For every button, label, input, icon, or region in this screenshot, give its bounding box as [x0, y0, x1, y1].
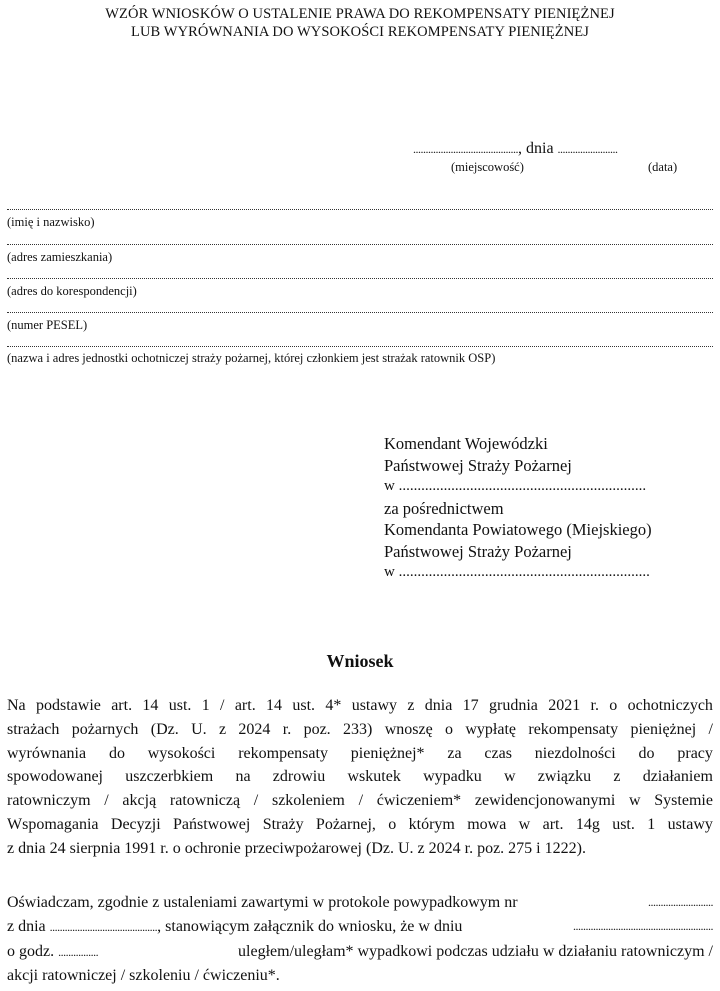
osp-unit-label: (nazwa i adres jednostki ochotniczej straży pożarnej, której członkiem jest strażak ratownik OSP): [7, 351, 496, 365]
word: o: [445, 720, 454, 738]
word: 2021: [548, 697, 581, 714]
addressee-line-1: Komendant Wojewódzki: [384, 434, 548, 453]
statement-line-3: [7, 940, 713, 965]
paragraph-line: [7, 718, 713, 742]
word: z: [218, 720, 227, 738]
word: /: [253, 792, 259, 810]
protocol-number-dots[interactable]: ..........................: [648, 895, 713, 909]
word: akcją: [122, 792, 157, 810]
word: Państwowej: [173, 815, 251, 833]
word: 14g: [575, 815, 600, 833]
word: z: [613, 768, 621, 786]
word: rekompensaty: [238, 744, 328, 762]
accident-date-dots[interactable]: ........................................................: [573, 918, 713, 933]
word: art.: [542, 815, 564, 833]
addressee-block: [384, 433, 652, 584]
word: art.: [234, 697, 256, 714]
word: wnoszę: [384, 720, 433, 738]
word: strażach: [7, 720, 60, 738]
addressee-line-4: za pośrednictwem: [384, 498, 504, 518]
correspondence-address-line[interactable]: [7, 278, 713, 281]
word: 1: [201, 697, 210, 714]
word: grudnia: [488, 697, 538, 714]
word: ustawy: [351, 697, 398, 714]
word: na: [235, 768, 251, 786]
addressee-line-7: w ...................................................................: [384, 564, 650, 580]
statement-text: z dnia: [7, 917, 46, 935]
word: uszczerbkiem: [125, 768, 214, 786]
word: Straży: [262, 815, 304, 833]
paragraph-line: z dnia 24 sierpnia 1991 r. o ochronie przeciwpożarowej (Dz. U. z 2024 r. poz. 275 i 1222).: [7, 839, 586, 857]
word: mowa: [467, 815, 507, 833]
word: 17: [462, 697, 479, 714]
word: dnia: [424, 697, 453, 714]
word: działaniem: [642, 768, 713, 786]
osp-unit-line[interactable]: [7, 346, 713, 349]
word: związku: [537, 768, 592, 786]
word: wyrównania: [7, 744, 87, 762]
word: ustawy: [667, 815, 713, 833]
word: Na: [7, 697, 26, 714]
word: r.: [590, 697, 599, 714]
word: za: [447, 744, 462, 762]
request-paragraph: [7, 694, 713, 861]
word: podstawie: [35, 697, 101, 714]
word: o: [609, 697, 618, 714]
word: w: [628, 792, 641, 810]
accident-time-dots[interactable]: ................: [58, 944, 99, 959]
statement-line-2: [7, 915, 713, 940]
word: /: [104, 792, 109, 810]
word: 2024: [238, 720, 271, 738]
word: zewidencjonowanymi: [474, 792, 616, 810]
correspondence-address-label: (adres do korespondencji): [7, 284, 137, 298]
word: w: [503, 768, 516, 786]
statement-paragraph: [7, 891, 713, 988]
word: wysokości: [147, 744, 216, 762]
statement-line-4: akcji ratowniczej / szkoleniu / ćwiczeniu*.: [7, 967, 280, 985]
word: /: [358, 792, 364, 810]
document-header-line-1: WZÓR WNIOSKÓW O USTALENIE PRAWA DO REKOMPENSATY PIENIĘŻNEJ: [105, 6, 615, 22]
residence-address-line[interactable]: [7, 244, 713, 247]
word: ratowniczą: [169, 792, 241, 810]
word: o: [388, 815, 397, 833]
date-dots: ........................: [557, 142, 618, 156]
word: 4*: [325, 697, 342, 714]
word: Wspomagania: [7, 815, 99, 833]
word: pracy: [677, 744, 713, 762]
word: ochotniczych: [627, 697, 713, 714]
paragraph-line: [7, 742, 713, 766]
word: wskutek: [347, 768, 401, 786]
residence-address-label: (adres zamieszkania): [7, 250, 113, 264]
statement-text: o godz.: [7, 942, 55, 960]
word: art.: [111, 697, 133, 714]
word: U.: [191, 720, 207, 738]
word: ratowniczym: [7, 792, 91, 810]
paragraph-line: [7, 694, 713, 718]
word: /: [220, 697, 225, 714]
word: pożarnych: [71, 720, 139, 738]
word: z: [407, 697, 415, 714]
date-label: (data): [648, 160, 678, 174]
word: 14: [142, 697, 159, 714]
word: ust.: [292, 697, 316, 714]
place-dots: ..........................................: [413, 142, 518, 156]
pesel-line[interactable]: [7, 312, 713, 315]
word: Systemie: [654, 792, 713, 810]
word: (Dz.: [150, 720, 179, 738]
word: /: [708, 720, 713, 738]
word: zdrowiu: [272, 768, 326, 786]
page-title: Wniosek: [326, 651, 394, 671]
word: wypłatę: [465, 720, 517, 738]
dnia-label: , dnia: [518, 140, 554, 157]
word: 14: [266, 697, 283, 714]
place-date-line: [413, 140, 618, 158]
paragraph-line: [7, 813, 713, 837]
statement-text: , stanowiącym załącznik do wniosku, że w dniu: [157, 917, 463, 935]
statement-line-1: [7, 891, 713, 915]
word: niezdolności: [534, 744, 616, 762]
addressee-line-3: w ..................................................................: [384, 478, 647, 494]
word: 233): [343, 720, 373, 738]
word: szkoleniem: [271, 792, 345, 810]
word: spowodowanej: [7, 768, 103, 786]
word: w: [518, 815, 531, 833]
word: do: [638, 744, 655, 762]
protocol-date-dots[interactable]: ...........................................: [49, 919, 158, 934]
word: do: [108, 744, 125, 762]
paragraph-line: [7, 789, 713, 813]
pesel-label: (numer PESEL): [7, 318, 88, 332]
word: pieniężnej: [630, 720, 697, 738]
addressee-line-6: Państwowej Straży Pożarnej: [384, 541, 572, 561]
name-field-label: (imię i nazwisko): [7, 215, 95, 229]
place-label: (miejscowość): [451, 160, 524, 174]
word: r.: [282, 720, 292, 738]
word: Pożarnej,: [315, 815, 376, 833]
paragraph-line: [7, 765, 713, 789]
statement-text: uległem/uległam* wypadkowi podczas udziału w działaniu ratowniczym /: [238, 942, 713, 960]
word: Decyzji: [110, 815, 161, 833]
word: 1: [647, 815, 656, 833]
statement-text: Oświadczam, zgodnie z ustaleniami zawartymi w protokole powypadkowym nr: [7, 894, 518, 911]
word: ust.: [168, 697, 192, 714]
word: czas: [484, 744, 512, 762]
name-field-line[interactable]: [7, 209, 713, 212]
word: ćwiczeniem*: [376, 792, 462, 810]
word: wypadku: [423, 768, 482, 786]
word: poz.: [303, 720, 331, 738]
document-header-line-2: LUB WYRÓWNANIA DO WYSOKOŚCI REKOMPENSATY PIENIĘŻNEJ: [131, 24, 589, 40]
addressee-line-5: Komendanta Powiatowego (Miejskiego): [384, 520, 652, 539]
addressee-line-2: Państwowej Straży Pożarnej: [384, 455, 572, 475]
word: pieniężnej*: [350, 744, 425, 762]
word: którym: [408, 815, 455, 833]
word: ust.: [612, 815, 635, 833]
word: rekompensaty: [528, 720, 619, 738]
